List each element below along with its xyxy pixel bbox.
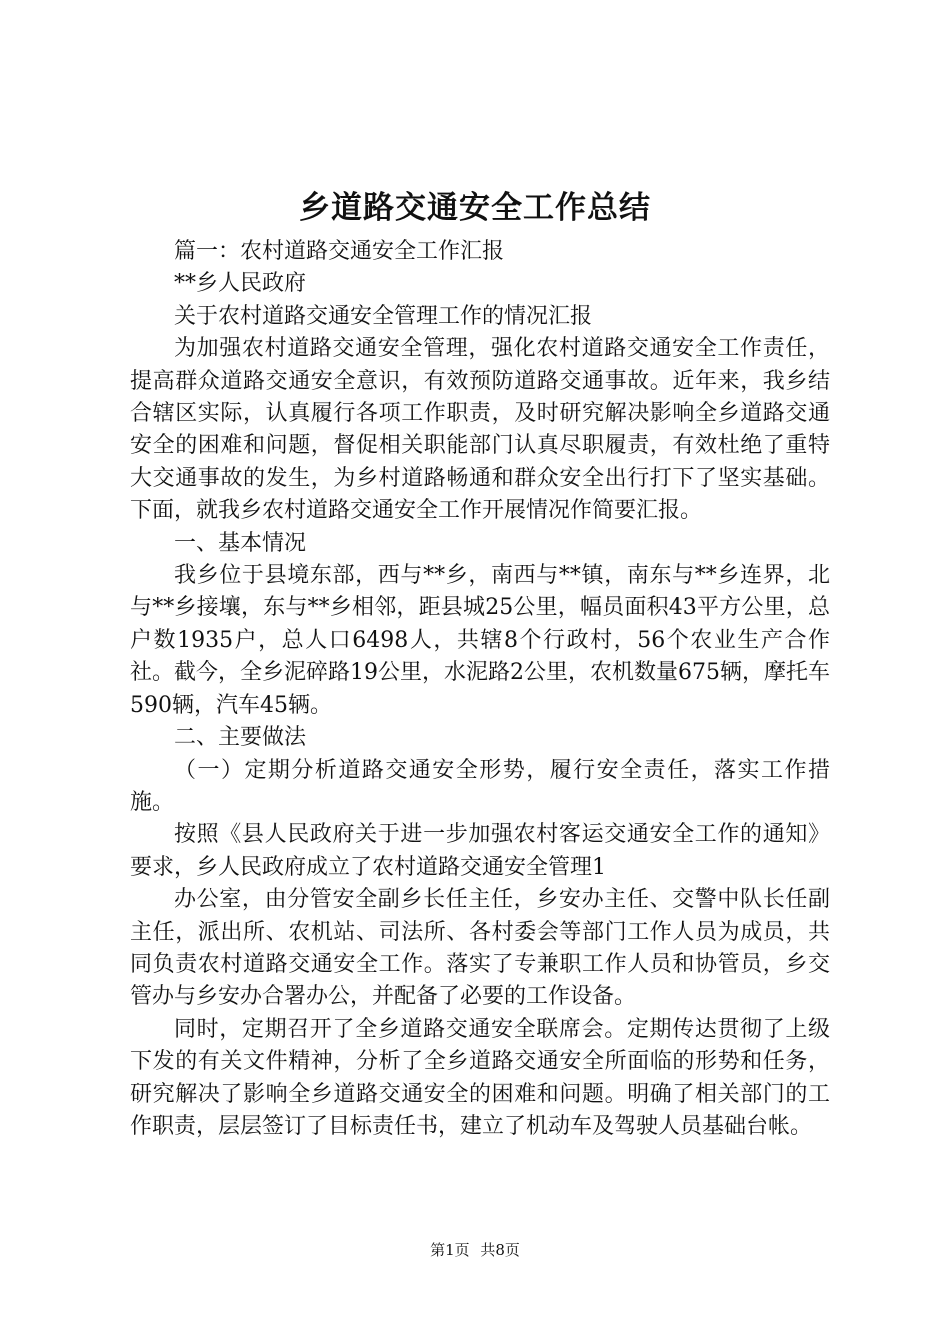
page-number: 第1页 xyxy=(430,1241,470,1259)
paragraph: 为加强农村道路交通安全管理，强化农村道路交通安全工作责任，提高群众道路交通安全意识，有效预防道路交通事故。近年来，我乡结合辖区实际，认真履行各项工作职责，及时研究解决影响全乡道路交通安全的困难和问题，督促相关职能部门认真尽职履责，有效杜绝了重特大交通事故的发生，为乡村道路畅通和群众安全出行打下了坚实基础。下面，就我乡农村道路交通安全工作开展情况作简要汇报。 xyxy=(130,336,830,524)
paragraph: 二、主要做法 xyxy=(174,725,307,751)
document-body xyxy=(130,236,830,1143)
page-total: 共8页 xyxy=(480,1241,520,1259)
paragraph: 同时，定期召开了全乡道路交通安全联席会。定期传达贯彻了上级下发的有关文件精神，分析了全乡道路交通安全所面临的形势和任务，研究解决了影响全乡道路交通安全的困难和问题。明确了相关部门的工作职责，层层签订了目标责任书，建立了机动车及驾驶人员基础台帐。 xyxy=(130,1016,830,1139)
paragraph: （一）定期分析道路交通安全形势，履行安全责任，落实工作措施。 xyxy=(130,757,830,815)
page-footer xyxy=(0,1240,950,1260)
paragraph: 我乡位于县境东部，西与**乡，南西与**镇，南东与**乡连界，北与**乡接壤，东与**乡相邻，距县城25公里，幅员面积43平方公里，总户数1935户，总人口6498人，共辖8个行政村，56个农业生产合作社。截今，全乡泥碎路19公里，水泥路2公里，农机数量675辆，摩托车590辆，汽车45辆。 xyxy=(130,563,830,718)
paragraph: 按照《县人民政府关于进一步加强农村客运交通安全工作的通知》要求，乡人民政府成立了农村道路交通安全管理1 xyxy=(130,822,830,880)
paragraph: 一、基本情况 xyxy=(174,530,307,556)
paragraph: 办公室，由分管安全副乡长任主任，乡安办主任、交警中队长任副主任，派出所、农机站、司法所、各村委会等部门工作人员为成员，共同负责农村道路交通安全工作。落实了专兼职工作人员和协管员，乡交管办与乡安办合署办公，并配备了必要的工作设备。 xyxy=(130,887,830,1010)
paragraph: **乡人民政府 xyxy=(174,271,307,297)
paragraph: 关于农村道路交通安全管理工作的情况汇报 xyxy=(174,303,593,329)
paragraph: 篇一：农村道路交通安全工作汇报 xyxy=(174,239,505,264)
document-title: 乡道路交通安全工作总结 xyxy=(299,190,651,226)
